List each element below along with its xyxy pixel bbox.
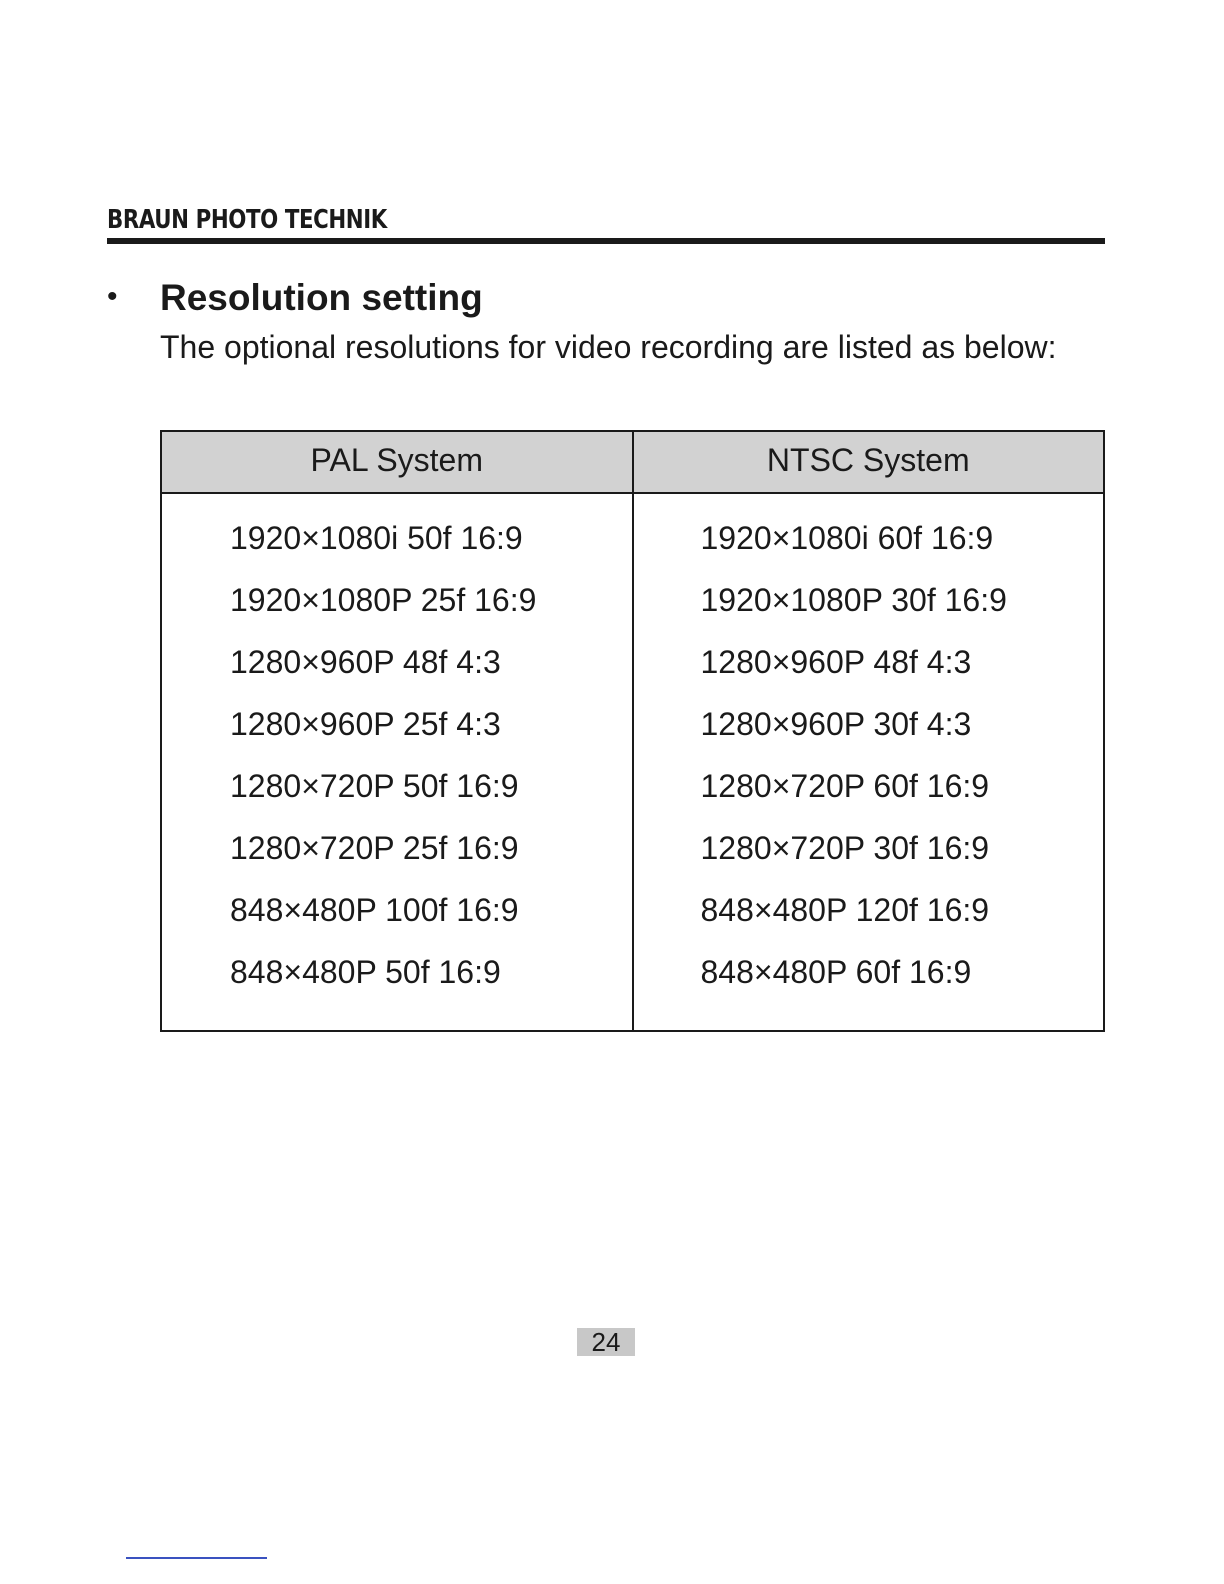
ntsc-resolution-item: 1920×1080P 30f 16:9 — [700, 582, 1007, 618]
table-header-row — [161, 431, 1104, 493]
pal-resolution-item: 848×480P 50f 16:9 — [230, 954, 501, 990]
pal-resolution-item: 1280×720P 50f 16:9 — [230, 768, 519, 804]
ntsc-resolution-item: 1280×960P 30f 4:3 — [700, 706, 972, 742]
pal-header: PAL System — [161, 431, 633, 493]
pal-resolution-item: 1920×1080P 25f 16:9 — [230, 582, 537, 618]
pal-resolution-item: 848×480P 100f 16:9 — [230, 892, 519, 928]
intro-text: The optional resolutions for video recording are listed as below: — [160, 329, 1057, 365]
ntsc-column — [633, 493, 1105, 1031]
page-number: 24 — [577, 1328, 635, 1356]
pal-resolution-list — [162, 494, 632, 1030]
ntsc-resolution-item: 1280×720P 30f 16:9 — [700, 830, 990, 866]
ntsc-resolution-item: 1280×960P 48f 4:3 — [700, 644, 972, 680]
ntsc-header: NTSC System — [633, 431, 1105, 493]
ntsc-resolution-item: 1280×720P 60f 16:9 — [700, 768, 990, 804]
pal-resolution-item: 1920×1080i 50f 16:9 — [230, 520, 523, 556]
footer-link-underline — [126, 1557, 267, 1559]
bullet-icon: • — [107, 280, 118, 313]
ntsc-resolution-item: 1920×1080i 60f 16:9 — [700, 520, 994, 556]
table-body-row — [161, 493, 1104, 1031]
ntsc-resolution-list — [634, 494, 1104, 1030]
brand-logo: BRAUN PHOTO TECHNIK — [107, 205, 387, 235]
resolution-table — [160, 430, 1105, 1032]
header-rule — [107, 238, 1105, 244]
ntsc-resolution-item: 848×480P 120f 16:9 — [700, 892, 990, 928]
pal-resolution-item: 1280×960P 25f 4:3 — [230, 706, 501, 742]
pal-resolution-item: 1280×720P 25f 16:9 — [230, 830, 519, 866]
ntsc-resolution-item: 848×480P 60f 16:9 — [700, 954, 972, 990]
section-title: Resolution setting — [160, 277, 483, 318]
pal-resolution-item: 1280×960P 48f 4:3 — [230, 644, 501, 680]
pal-column — [161, 493, 633, 1031]
